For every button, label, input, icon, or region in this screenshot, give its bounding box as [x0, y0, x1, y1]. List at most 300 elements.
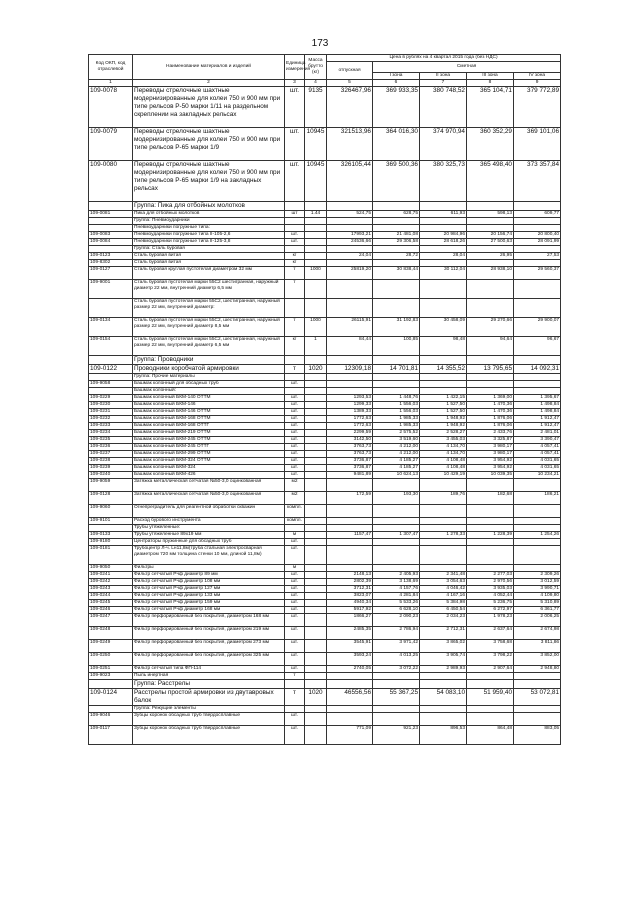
code-cell: 109-9180 — [89, 539, 133, 546]
code-cell — [89, 202, 133, 211]
price-otpusknaya: 3763,73 — [327, 444, 373, 451]
price-zone3: 1 876,06 — [467, 423, 514, 430]
price-zone2: 189,76 — [420, 492, 467, 505]
name-cell: Зубцы коронок обсадных труб твердосплавные — [133, 726, 285, 745]
name-cell: Расстрелы простой армировки из двутавровых балок — [133, 689, 285, 706]
price-zone4 — [514, 260, 561, 267]
unit-cell — [285, 680, 305, 689]
price-zone3: 94,64 — [467, 337, 514, 356]
name-cell: Сталь буровая пустотелая марки 55С2 шестигранная, наружный диаметр 22 мм, внутренний диаметр 6,5 мм — [133, 280, 285, 299]
table-row — [89, 518, 561, 525]
price-zone4: 5 310,89 — [514, 600, 561, 607]
mass-cell — [305, 202, 327, 211]
price-zone3 — [467, 713, 514, 726]
code-cell — [89, 246, 133, 253]
name-cell: Башмак колонный БКМ-426 — [133, 472, 285, 479]
price-otpusknaya: 3545,91 — [327, 640, 373, 653]
code-cell: 109-0127 — [89, 267, 133, 280]
price-zone2: 2 528,27 — [420, 430, 467, 437]
mass-cell — [305, 572, 327, 579]
code-cell — [89, 525, 133, 532]
table-row — [89, 374, 561, 381]
price-zone3: 3 980,17 — [467, 451, 514, 458]
price-zone3: 28 938,10 — [467, 267, 514, 280]
code-cell: 109-0084 — [89, 239, 133, 246]
price-zone2: 4 108,48 — [420, 465, 467, 472]
unit-cell: компл. — [285, 505, 305, 518]
mass-cell: 1000 — [305, 318, 327, 337]
mass-cell — [305, 225, 327, 232]
header-code: Код ОКП, код отраслевой — [89, 55, 133, 80]
price-otpusknaya: 1866,27 — [327, 614, 373, 627]
price-zone3 — [467, 299, 514, 318]
price-zone4: 3 811,86 — [514, 640, 561, 653]
header-unit: Единица измерения — [285, 55, 305, 80]
mass-cell — [305, 680, 327, 689]
unit-cell: м — [285, 565, 305, 572]
price-otpusknaya — [327, 246, 373, 253]
header-zone1: I зона — [373, 73, 420, 80]
code-cell: 109-0237 — [89, 451, 133, 458]
unit-cell: шт. — [285, 546, 305, 565]
code-cell: 109-0133 — [89, 532, 133, 539]
price-zone4: 2 948,80 — [514, 666, 561, 673]
price-otpusknaya: 4940,34 — [327, 600, 373, 607]
price-zone4: 2 481,01 — [514, 430, 561, 437]
name-cell: Группа: Прочие материалы — [133, 374, 285, 381]
mass-cell — [305, 579, 327, 586]
name-cell: Группа: Режущие элементы — [133, 706, 285, 713]
name-cell: Башмак колонный БКМ-324 — [133, 465, 285, 472]
price-otpusknaya: 2148,13 — [327, 572, 373, 579]
code-cell: 109-9046 — [89, 713, 133, 726]
price-zone2 — [420, 546, 467, 565]
price-zone4 — [514, 356, 561, 365]
price-zone3 — [467, 374, 514, 381]
mass-cell — [305, 402, 327, 409]
mass-cell — [305, 381, 327, 388]
name-cell: Фильтр сетчатый Рчф диаметр 133 мм — [133, 593, 285, 600]
unit-cell: шт. — [285, 627, 305, 640]
price-otpusknaya — [327, 565, 373, 572]
price-zone1: 1 556,03 — [373, 402, 420, 409]
price-zone4 — [514, 525, 561, 532]
price-zone1: 4 185,27 — [373, 458, 420, 465]
name-cell: Фильтры — [133, 565, 285, 572]
price-zone4: 2 674,98 — [514, 627, 561, 640]
price-otpusknaya — [327, 388, 373, 395]
mass-cell — [305, 627, 327, 640]
col-number: 5 — [327, 80, 373, 87]
price-otpusknaya: 3823,07 — [327, 593, 373, 600]
price-otpusknaya: 2740,05 — [327, 666, 373, 673]
price-zone2: 3 905,74 — [420, 653, 467, 666]
code-cell: 109-0229 — [89, 395, 133, 402]
price-zone1 — [373, 356, 420, 365]
table-row — [89, 465, 561, 472]
price-otpusknaya: 25819,20 — [327, 267, 373, 280]
price-zone1: 3 138,69 — [373, 579, 420, 586]
price-zone4: 3 852,00 — [514, 653, 561, 666]
price-zone2 — [420, 218, 467, 225]
code-cell: 109-0240 — [89, 472, 133, 479]
name-cell: Переводы стрелочные шахтные модернизированные для колеи 750 и 900 мм при типе рельсов Р-50 марки 1/11 на раздельном скреплении на закладных рельсах — [133, 87, 285, 128]
unit-cell: шт. — [285, 402, 305, 409]
price-zone3: 27 500,63 — [467, 239, 514, 246]
name-cell: Фильтр перфорированный без покрытия, диаметром 325 мм — [133, 653, 285, 666]
price-zone3: 5 236,75 — [467, 600, 514, 607]
table-row — [89, 444, 561, 451]
name-cell: Фильтр перфорированный без покрытия, диаметром 168 мм — [133, 614, 285, 627]
code-cell: 109-0235 — [89, 437, 133, 444]
price-zone2: 374 970,94 — [420, 128, 467, 161]
price-zone2: 2 034,23 — [420, 614, 467, 627]
unit-cell — [285, 225, 305, 232]
price-zone3: 2 277,03 — [467, 572, 514, 579]
mass-cell — [305, 607, 327, 614]
price-zone3: 2 970,56 — [467, 579, 514, 586]
price-zone3: 2 637,64 — [467, 627, 514, 640]
mass-cell — [305, 532, 327, 539]
name-cell: Фильтр перфорированный без покрытия, диаметром 219 мм — [133, 627, 285, 640]
name-cell: Фильтр перфорированный без покрытия, диаметром 273 мм — [133, 640, 285, 653]
name-cell: Затяжка металлическая сетчатая №50-3,0 оцинкованная — [133, 492, 285, 505]
price-zone1: 4 212,00 — [373, 451, 420, 458]
table-row — [89, 579, 561, 586]
unit-cell: шт. — [285, 713, 305, 726]
price-zone4: 6 361,77 — [514, 607, 561, 614]
table-row — [89, 492, 561, 505]
price-zone2: 2 712,31 — [420, 627, 467, 640]
name-cell: Пневмоударники погружные типа II-125-3,8 — [133, 239, 285, 246]
col-number: 1 — [89, 80, 133, 87]
price-zone2: 1 278,33 — [420, 532, 467, 539]
name-cell: Фильтр сетчатый Рчф диаметр 89 мм — [133, 572, 285, 579]
price-zone1: 5 533,26 — [373, 600, 420, 607]
mass-cell — [305, 586, 327, 593]
price-otpusknaya: 3763,73 — [327, 451, 373, 458]
price-zone3 — [467, 280, 514, 299]
price-otpusknaya: 24,04 — [327, 253, 373, 260]
price-otpusknaya — [327, 706, 373, 713]
price-zone4: 379 772,89 — [514, 87, 561, 128]
price-zone2: 1 527,50 — [420, 402, 467, 409]
mass-cell — [305, 451, 327, 458]
price-zone4: 4 057,41 — [514, 451, 561, 458]
price-otpusknaya: 321513,96 — [327, 128, 373, 161]
price-zone4: 186,21 — [514, 492, 561, 505]
price-zone4: 53 072,81 — [514, 689, 561, 706]
mass-cell — [305, 465, 327, 472]
table-row — [89, 539, 561, 546]
code-cell — [89, 225, 133, 232]
price-zone2: 3 054,63 — [420, 579, 467, 586]
table-row — [89, 706, 561, 713]
code-cell: 109-0234 — [89, 430, 133, 437]
code-cell: 109-9050 — [89, 565, 133, 572]
price-zone1 — [373, 525, 420, 532]
col-number: 8 — [467, 80, 514, 87]
price-zone4 — [514, 680, 561, 689]
price-zone1 — [373, 505, 420, 518]
price-zone2: 4 134,70 — [420, 451, 467, 458]
price-otpusknaya — [327, 479, 373, 492]
table-row — [89, 253, 561, 260]
price-otpusknaya — [327, 374, 373, 381]
price-zone2 — [420, 388, 467, 395]
col-number: 2 — [133, 80, 285, 87]
col-number: 4 — [305, 80, 327, 87]
header-smetnaya: Сметная — [373, 62, 561, 73]
mass-cell — [305, 356, 327, 365]
code-cell: 109-0083 — [89, 232, 133, 239]
price-zone4: 29 900,07 — [514, 318, 561, 337]
code-cell: 109-0231 — [89, 409, 133, 416]
mass-cell — [305, 593, 327, 600]
price-zone2: 896,53 — [420, 726, 467, 745]
name-cell: Сталь буровая пустотелая марки 55С2, шестигранная, наружный размер 22 мм, внутренний диаметр: — [133, 299, 285, 318]
price-zone1: 3 072,22 — [373, 666, 420, 673]
price-zone3 — [467, 479, 514, 492]
price-otpusknaya: 1772,63 — [327, 423, 373, 430]
price-otpusknaya: 2802,39 — [327, 579, 373, 586]
table-row — [89, 202, 561, 211]
mass-cell — [305, 713, 327, 726]
code-cell: 109-9058 — [89, 381, 133, 388]
unit-cell: шт. — [285, 409, 305, 416]
price-zone1: 4 281,84 — [373, 593, 420, 600]
code-cell — [89, 388, 133, 395]
code-cell — [89, 374, 133, 381]
price-zone2: 54 083,10 — [420, 689, 467, 706]
price-zone2 — [420, 299, 467, 318]
unit-cell: шт. — [285, 539, 305, 546]
name-cell: Башмак колонный БКМ-299 ОТТМ — [133, 451, 285, 458]
price-zone2: 5 384,98 — [420, 600, 467, 607]
table-row — [89, 607, 561, 614]
table-row — [89, 458, 561, 465]
price-zone4: 373 357,84 — [514, 161, 561, 202]
price-zone2: 28,04 — [420, 253, 467, 260]
mass-cell: 9135 — [305, 87, 327, 128]
price-otpusknaya: 326467,96 — [327, 87, 373, 128]
table-row — [89, 128, 561, 161]
name-cell: Переводы стрелочные шахтные модернизированные для колеи 750 и 900 мм при типе рельсов Р-65 марки 1/9 — [133, 128, 285, 161]
price-zone2 — [420, 374, 467, 381]
table-row — [89, 260, 561, 267]
price-zone4: 1 912,47 — [514, 423, 561, 430]
code-cell: 109-0233 — [89, 423, 133, 430]
price-zone2: 3 865,02 — [420, 640, 467, 653]
price-otpusknaya — [327, 299, 373, 318]
price-zone1 — [373, 673, 420, 680]
price-zone1: 29 306,58 — [373, 239, 420, 246]
table-row — [89, 713, 561, 726]
price-zone1: 4 013,25 — [373, 653, 420, 666]
name-cell: Башмак колонный БКМ-140 ОТТМ — [133, 395, 285, 402]
code-cell — [89, 356, 133, 365]
code-cell: 109-9059 — [89, 479, 133, 492]
name-cell: Огнепреградитель для реагентной обработки скважин — [133, 505, 285, 518]
table-row — [89, 627, 561, 640]
price-zone1: 2 575,52 — [373, 430, 420, 437]
table-row — [89, 416, 561, 423]
page-number: 173 — [311, 38, 329, 49]
mass-cell — [305, 232, 327, 239]
price-zone1: 1 556,03 — [373, 409, 420, 416]
price-zone1: 3 971,42 — [373, 640, 420, 653]
price-zone2: 380 325,73 — [420, 161, 467, 202]
price-zone1: 1 307,47 — [373, 532, 420, 539]
name-cell: Башмак колонный БКМ-168 ОТТГ — [133, 423, 285, 430]
table-row — [89, 239, 561, 246]
name-cell: Пика для отбойных молотков — [133, 211, 285, 218]
name-cell: Пневмоударники погружные типа II-105-2,6 — [133, 232, 285, 239]
price-zone2 — [420, 505, 467, 518]
price-zone3: 3 980,17 — [467, 444, 514, 451]
mass-cell — [305, 374, 327, 381]
price-zone3: 2 433,76 — [467, 430, 514, 437]
unit-cell — [285, 246, 305, 253]
price-zone4: 1 498,84 — [514, 402, 561, 409]
price-zone1 — [373, 202, 420, 211]
price-zone1 — [373, 713, 420, 726]
code-cell: 109-0245 — [89, 600, 133, 607]
price-zone4 — [514, 479, 561, 492]
mass-cell: 1000 — [305, 267, 327, 280]
price-zone3: 2 907,64 — [467, 666, 514, 673]
price-zone4: 4 109,80 — [514, 593, 561, 600]
name-cell: Башмак колонный БКМ-324 ОТТМ — [133, 458, 285, 465]
price-zone4: 20 800,40 — [514, 232, 561, 239]
mass-cell — [305, 260, 327, 267]
price-zone3: 1 470,36 — [467, 409, 514, 416]
mass-cell — [305, 472, 327, 479]
name-cell: Башмак колонный БКМ-245 ОТТМ — [133, 437, 285, 444]
unit-cell: шт. — [285, 128, 305, 161]
mass-cell — [305, 388, 327, 395]
unit-cell: шт. — [285, 232, 305, 239]
mass-cell — [305, 600, 327, 607]
code-cell: 109-0250 — [89, 653, 133, 666]
name-cell: Башмак колонный для обсадных труб — [133, 381, 285, 388]
price-otpusknaya — [327, 225, 373, 232]
price-zone4: 29 560,37 — [514, 267, 561, 280]
price-zone1 — [373, 546, 420, 565]
price-otpusknaya: 771,09 — [327, 726, 373, 745]
price-zone3 — [467, 202, 514, 211]
price-zone2 — [420, 225, 467, 232]
mass-cell: 10945 — [305, 161, 327, 202]
name-cell: Трубы утяжеленные: — [133, 525, 285, 532]
mass-cell: 10945 — [305, 128, 327, 161]
price-zone3: 10 039,35 — [467, 472, 514, 479]
header-name: Наименование материалов и изделий — [133, 55, 285, 80]
table-row — [89, 572, 561, 579]
price-zone2: 1 948,92 — [420, 416, 467, 423]
price-otpusknaya: 3736,87 — [327, 465, 373, 472]
price-zone4 — [514, 706, 561, 713]
code-cell: 109-9101 — [89, 518, 133, 525]
unit-cell: шт. — [285, 437, 305, 444]
price-zone4: 2 309,26 — [514, 572, 561, 579]
price-zone4 — [514, 673, 561, 680]
table-row — [89, 409, 561, 416]
price-zone3: 598,13 — [467, 211, 514, 218]
unit-cell: шт. — [285, 161, 305, 202]
price-zone2: 2 341,48 — [420, 572, 467, 579]
header-mass: Масса брутто (кг) — [305, 55, 327, 80]
price-zone1 — [373, 299, 420, 318]
name-cell: Группа: Пневмоударники — [133, 218, 285, 225]
mass-cell — [305, 479, 327, 492]
price-otpusknaya: 3736,87 — [327, 458, 373, 465]
unit-cell: шт. — [285, 640, 305, 653]
price-zone4 — [514, 539, 561, 546]
price-zone1: 6 628,10 — [373, 607, 420, 614]
price-zone1 — [373, 225, 420, 232]
unit-cell — [285, 374, 305, 381]
table-row — [89, 280, 561, 299]
price-zone1: 369 500,36 — [373, 161, 420, 202]
price-zone3: 4 052,44 — [467, 593, 514, 600]
price-zone1: 2 090,23 — [373, 614, 420, 627]
name-cell: Башмак колонный БКМ-219 ОТТМ — [133, 430, 285, 437]
unit-cell: шт. — [285, 666, 305, 673]
price-zone2 — [420, 381, 467, 388]
code-cell: 109-0232 — [89, 416, 133, 423]
price-zone4: 1 498,84 — [514, 409, 561, 416]
unit-cell: т — [285, 267, 305, 280]
price-zone2: 28 618,26 — [420, 239, 467, 246]
price-zone4: 1 254,26 — [514, 532, 561, 539]
table-row — [89, 337, 561, 356]
code-cell: 109-0241 — [89, 572, 133, 579]
price-zone2 — [420, 680, 467, 689]
name-cell: Трубы утяжеленные 89х19 мм — [133, 532, 285, 539]
price-zone1 — [373, 388, 420, 395]
price-otpusknaya — [327, 546, 373, 565]
price-otpusknaya: 1389,33 — [327, 409, 373, 416]
unit-cell: шт. — [285, 430, 305, 437]
price-zone2: 611,93 — [420, 211, 467, 218]
price-zone3: 3 954,92 — [467, 458, 514, 465]
price-zone3 — [467, 565, 514, 572]
code-cell: 109-9060 — [89, 505, 133, 518]
table-row — [89, 318, 561, 337]
price-zone2: 4 167,16 — [420, 593, 467, 600]
unit-cell: шт. — [285, 726, 305, 745]
unit-cell: шт. — [285, 472, 305, 479]
price-zone2 — [420, 713, 467, 726]
code-cell: 109-0078 — [89, 87, 133, 128]
price-zone4: 3 990,71 — [514, 586, 561, 593]
mass-cell — [305, 246, 327, 253]
mass-cell — [305, 239, 327, 246]
price-otpusknaya: 1293,53 — [327, 395, 373, 402]
price-zone3: 864,48 — [467, 726, 514, 745]
unit-cell: компл. — [285, 518, 305, 525]
price-zone4: 2 006,25 — [514, 614, 561, 627]
price-otpusknaya: 1299,33 — [327, 402, 373, 409]
mass-cell: 1.44 — [305, 211, 327, 218]
mass-cell — [305, 505, 327, 518]
price-zone1: 100,85 — [373, 337, 420, 356]
code-cell: 109-0249 — [89, 640, 133, 653]
unit-cell: шт. — [285, 458, 305, 465]
unit-cell: кг — [285, 260, 305, 267]
price-zone2 — [420, 356, 467, 365]
